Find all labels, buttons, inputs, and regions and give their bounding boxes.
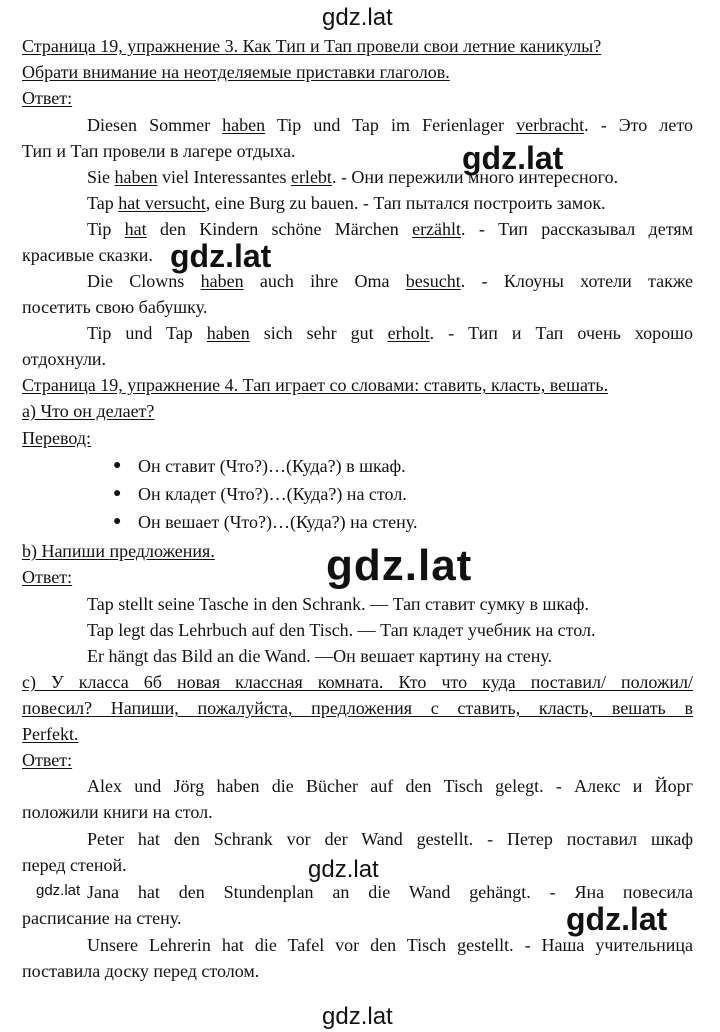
b-sentence-2: Tap legt das Lehrbuch auf den Tisch. — Тап кладет учебник на стол. (87, 620, 596, 640)
b-sentence-1: Tap stellt seine Tasche in den Schrank. — Тап ставит сумку в шкаф. (87, 594, 589, 614)
watermark-center: gdz.lat (326, 541, 473, 590)
c-sentence-1: Alex und Jörg haben die Bücher auf den Tisch gelegt. - Алекс и Йорг (87, 776, 693, 796)
task3-sentence-6: Tip und Tap haben sich sehr gut erholt. - Тип и Тап очень хорошо (87, 323, 693, 343)
task3-sentence-5-cont: посетить свою бабушку. (22, 297, 208, 317)
task3-sentence-1-cont: Тип и Тап провели в лагере отдыха. (22, 141, 296, 161)
bullet-item-1: Он ставит (Что?)…(Куда?) в шкаф. (138, 456, 406, 476)
watermark-lower-left: gdz.lat (36, 882, 81, 899)
task4-part-c-line1: с) У класса 6б новая классная комната. Кто что куда поставил/ положил/ (22, 672, 693, 692)
watermark-upper-right: gdz.lat (462, 140, 564, 176)
task4-translation-label: Перевод: (22, 428, 91, 448)
bullet-dot: ● (113, 486, 122, 501)
c-sentence-3-cont: расписание на стену. (22, 908, 182, 928)
task3-sentence-4-cont: красивые сказки. (22, 245, 153, 265)
task4-answer-label-c: Ответ: (22, 750, 73, 770)
watermark-bottom: gdz.lat (322, 1003, 393, 1030)
task4-part-c-line2: повесил? Напиши, пожалуйста, предложения с ставить, класть, вешать в (22, 698, 693, 718)
watermark-lower-center: gdz.lat (308, 856, 379, 883)
task3-sentence-1: Diesen Sommer haben Tip und Tap im Ferienlager verbracht. - Это лето (87, 115, 694, 135)
watermark-upper-left: gdz.lat (170, 238, 272, 274)
bullet-item-3: Он вешает (Что?)…(Куда?) на стену. (138, 512, 418, 532)
c-sentence-1-cont: положили книги на стол. (22, 802, 213, 822)
bullet-dot: ● (113, 458, 122, 473)
task3-sentence-3: Tap hat versucht, eine Burg zu bauen. - Тап пытался построить замок. (87, 193, 606, 213)
task3-heading-line2: Обрати внимание на неотделяемые приставки глаголов. (22, 62, 450, 82)
task3-sentence-4: Tip hat den Kindern schöne Märchen erzählt. - Тип рассказывал детям (87, 219, 694, 239)
task3-heading-line1: Страница 19, упражнение 3. Как Тип и Тап провели свои летние каникулы? (22, 36, 602, 56)
task4-part-c-line3: Perfekt. (22, 724, 79, 744)
task4-answer-label-b: Ответ: (22, 567, 73, 587)
c-sentence-4-cont: поставила доску перед столом. (22, 961, 260, 981)
b-sentence-3: Er hängt das Bild an die Wand. —Он вешает картину на стену. (87, 646, 553, 666)
task4-part-b: b) Напиши предложения. (22, 541, 215, 561)
c-sentence-4: Unsere Lehrerin hat die Tafel vor den Tisch gestellt. - Наша учительница (87, 935, 693, 955)
c-sentence-2: Peter hat den Schrank vor der Wand gestellt. - Петер поставил шкаф (87, 829, 693, 849)
task4-part-a: а) Что он делает? (22, 401, 155, 421)
bullet-item-2: Он кладет (Что?)…(Куда?) на стол. (138, 484, 407, 504)
c-sentence-3: Jana hat den Stundenplan an die Wand gehängt. - Яна повесила (87, 882, 693, 902)
task4-heading: Страница 19, упражнение 4. Тап играет со словами: ставить, класть, вешать. (22, 375, 609, 395)
c-sentence-2-cont: перед стеной. (22, 855, 127, 875)
watermark-top: gdz.lat (322, 4, 393, 31)
task3-sentence-6-cont: отдохнули. (22, 349, 107, 369)
task3-sentence-2: Sie haben viel Interessantes erlebt. - Они пережили много интересного. (87, 167, 619, 187)
task3-sentence-5: Die Clowns haben auch ihre Oma besucht. - Клоуны хотели также (87, 271, 694, 291)
bullet-dot: ● (113, 514, 122, 529)
task3-answer-label: Ответ: (22, 88, 73, 108)
watermark-lower-right: gdz.lat (566, 901, 668, 937)
